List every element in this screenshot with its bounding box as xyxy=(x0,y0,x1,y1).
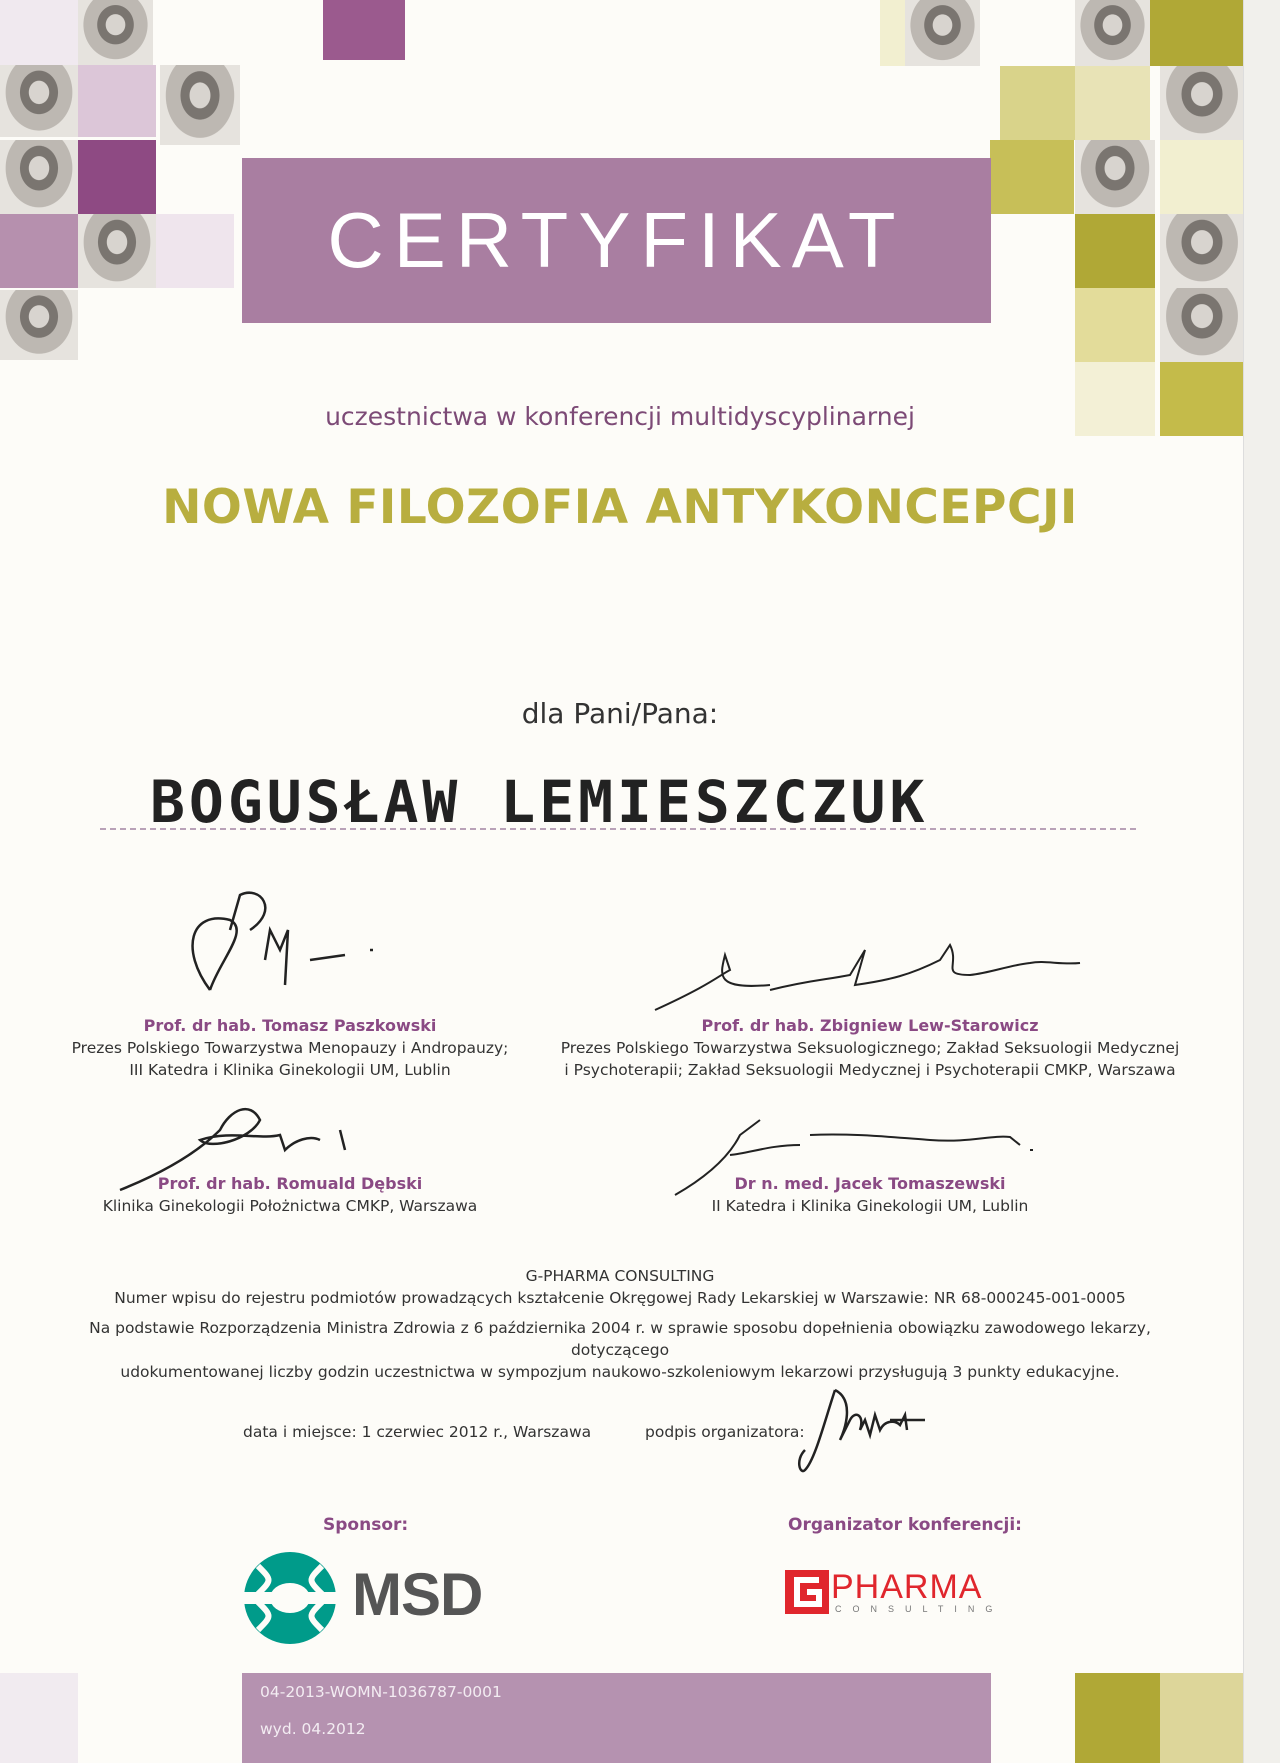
portrait-photo xyxy=(0,290,78,360)
signatory-affiliation: II Katedra i Klinika Ginekologii UM, Lublin xyxy=(711,1197,1029,1215)
decor-tile xyxy=(1075,1673,1160,1763)
regulation-text: Na podstawie Rozporządzenia Ministra Zdrowia z 6 października 2004 r. w sprawie sposobu dopełnienia obowiązku zawodowego lekarzy, dotyczącego xyxy=(89,1319,1151,1359)
decor-tile xyxy=(1075,66,1150,140)
signatory-affiliation: Prezes Polskiego Towarzystwa Seksuologicznego; Zakład Seksuologii Medycznej xyxy=(560,1039,1180,1057)
signatory-affiliation: III Katedra i Klinika Ginekologii UM, Lublin xyxy=(129,1061,451,1079)
signature-organizer xyxy=(795,1380,955,1480)
decor-tile xyxy=(1000,66,1075,140)
portrait-photo xyxy=(1160,288,1244,362)
portrait-photo xyxy=(1075,0,1150,66)
decor-tile xyxy=(78,140,156,214)
decor-tile xyxy=(1160,140,1244,214)
signatory-name: Dr n. med. Jacek Tomaszewski xyxy=(734,1174,1006,1193)
signatory-name: Prof. dr hab. Tomasz Paszkowski xyxy=(143,1016,437,1035)
decor-tile xyxy=(323,0,405,60)
recipient-name: BOGUSŁAW LEMIESZCZUK xyxy=(150,768,929,836)
recipient-label: dla Pani/Pana: xyxy=(521,697,719,730)
decor-tile xyxy=(1075,288,1155,362)
portrait-photo xyxy=(905,0,980,66)
conference-subtitle: uczestnictwa w konferencji multidyscyplinarnej xyxy=(325,402,915,431)
scan-margin xyxy=(1243,0,1280,1763)
signatory-name: Prof. dr hab. Zbigniew Lew-Starowicz xyxy=(701,1016,1039,1035)
signatory-block xyxy=(40,1173,540,1217)
conference-title: NOWA FILOZOFIA ANTYKONCEPCJI xyxy=(162,480,1078,535)
msd-logo-text: MSD xyxy=(352,1561,483,1628)
document-code: 04-2013-WOMN-1036787-0001 xyxy=(260,1683,502,1701)
date-place: data i miejsce: 1 czerwiec 2012 r., Warszawa xyxy=(243,1423,592,1441)
decor-tile xyxy=(1160,1673,1244,1763)
portrait-photo xyxy=(0,65,78,137)
decor-tile xyxy=(0,0,78,65)
signatory-affiliation: Prezes Polskiego Towarzystwa Menopauzy i Andropauzy; xyxy=(71,1039,509,1057)
decor-tile xyxy=(0,1673,78,1763)
registry-number: Numer wpisu do rejestru podmiotów prowadzących kształcenie Okręgowej Rady Lekarskiej w Warszawie: NR 68-000245-001-0005 xyxy=(114,1289,1126,1307)
decor-tile xyxy=(156,214,234,288)
organizer-signature-label: podpis organizatora: xyxy=(645,1423,805,1441)
portrait-photo xyxy=(1160,214,1244,288)
organizer-company: G-PHARMA CONSULTING xyxy=(525,1267,715,1285)
gpharma-logo-subtext: CONSULTING xyxy=(835,1604,1004,1614)
decor-tile xyxy=(78,65,156,137)
gpharma-logo-text: PHARMA xyxy=(831,1568,983,1606)
portrait-photo xyxy=(1160,66,1244,140)
portrait-photo xyxy=(78,0,153,65)
signatory-block xyxy=(600,1173,1140,1217)
decor-tile xyxy=(153,0,318,65)
portrait-photo xyxy=(160,65,240,145)
signature-paszkowski xyxy=(170,890,390,1010)
sponsor-label: Sponsor: xyxy=(323,1515,409,1535)
organizer-info xyxy=(60,1265,1180,1383)
gpharma-g-icon xyxy=(785,1570,829,1614)
regulation-text: udokumentowanej liczby godzin uczestnictwa w sympozjum naukowo-szkoleniowym lekarzowi przysługują 3 punkty edukacyjne. xyxy=(120,1363,1120,1381)
msd-logo-icon xyxy=(240,1548,340,1648)
signatory-affiliation: Klinika Ginekologii Położnictwa CMKP, Warszawa xyxy=(102,1197,478,1215)
certificate-heading: CERTYFIKAT xyxy=(327,196,906,284)
decor-tile xyxy=(1075,214,1155,288)
decor-tile xyxy=(0,214,78,288)
signatory-name: Prof. dr hab. Romuald Dębski xyxy=(157,1174,423,1193)
decor-tile xyxy=(990,140,1074,214)
signatory-block xyxy=(40,1015,540,1081)
signatory-block xyxy=(560,1015,1180,1081)
portrait-photo xyxy=(0,140,78,214)
edition-date: wyd. 04.2012 xyxy=(260,1720,366,1738)
organizer-label: Organizator konferencji: xyxy=(788,1515,1022,1535)
name-dotted-line xyxy=(100,828,1136,830)
portrait-photo xyxy=(78,214,156,288)
signature-lew-starowicz xyxy=(650,935,1090,1015)
portrait-photo xyxy=(1075,140,1155,214)
decor-tile xyxy=(1150,0,1244,66)
signatory-affiliation: i Psychoterapii; Zakład Seksuologii Medycznej i Psychoterapii CMKP, Warszawa xyxy=(564,1061,1176,1079)
title-banner xyxy=(242,158,991,323)
